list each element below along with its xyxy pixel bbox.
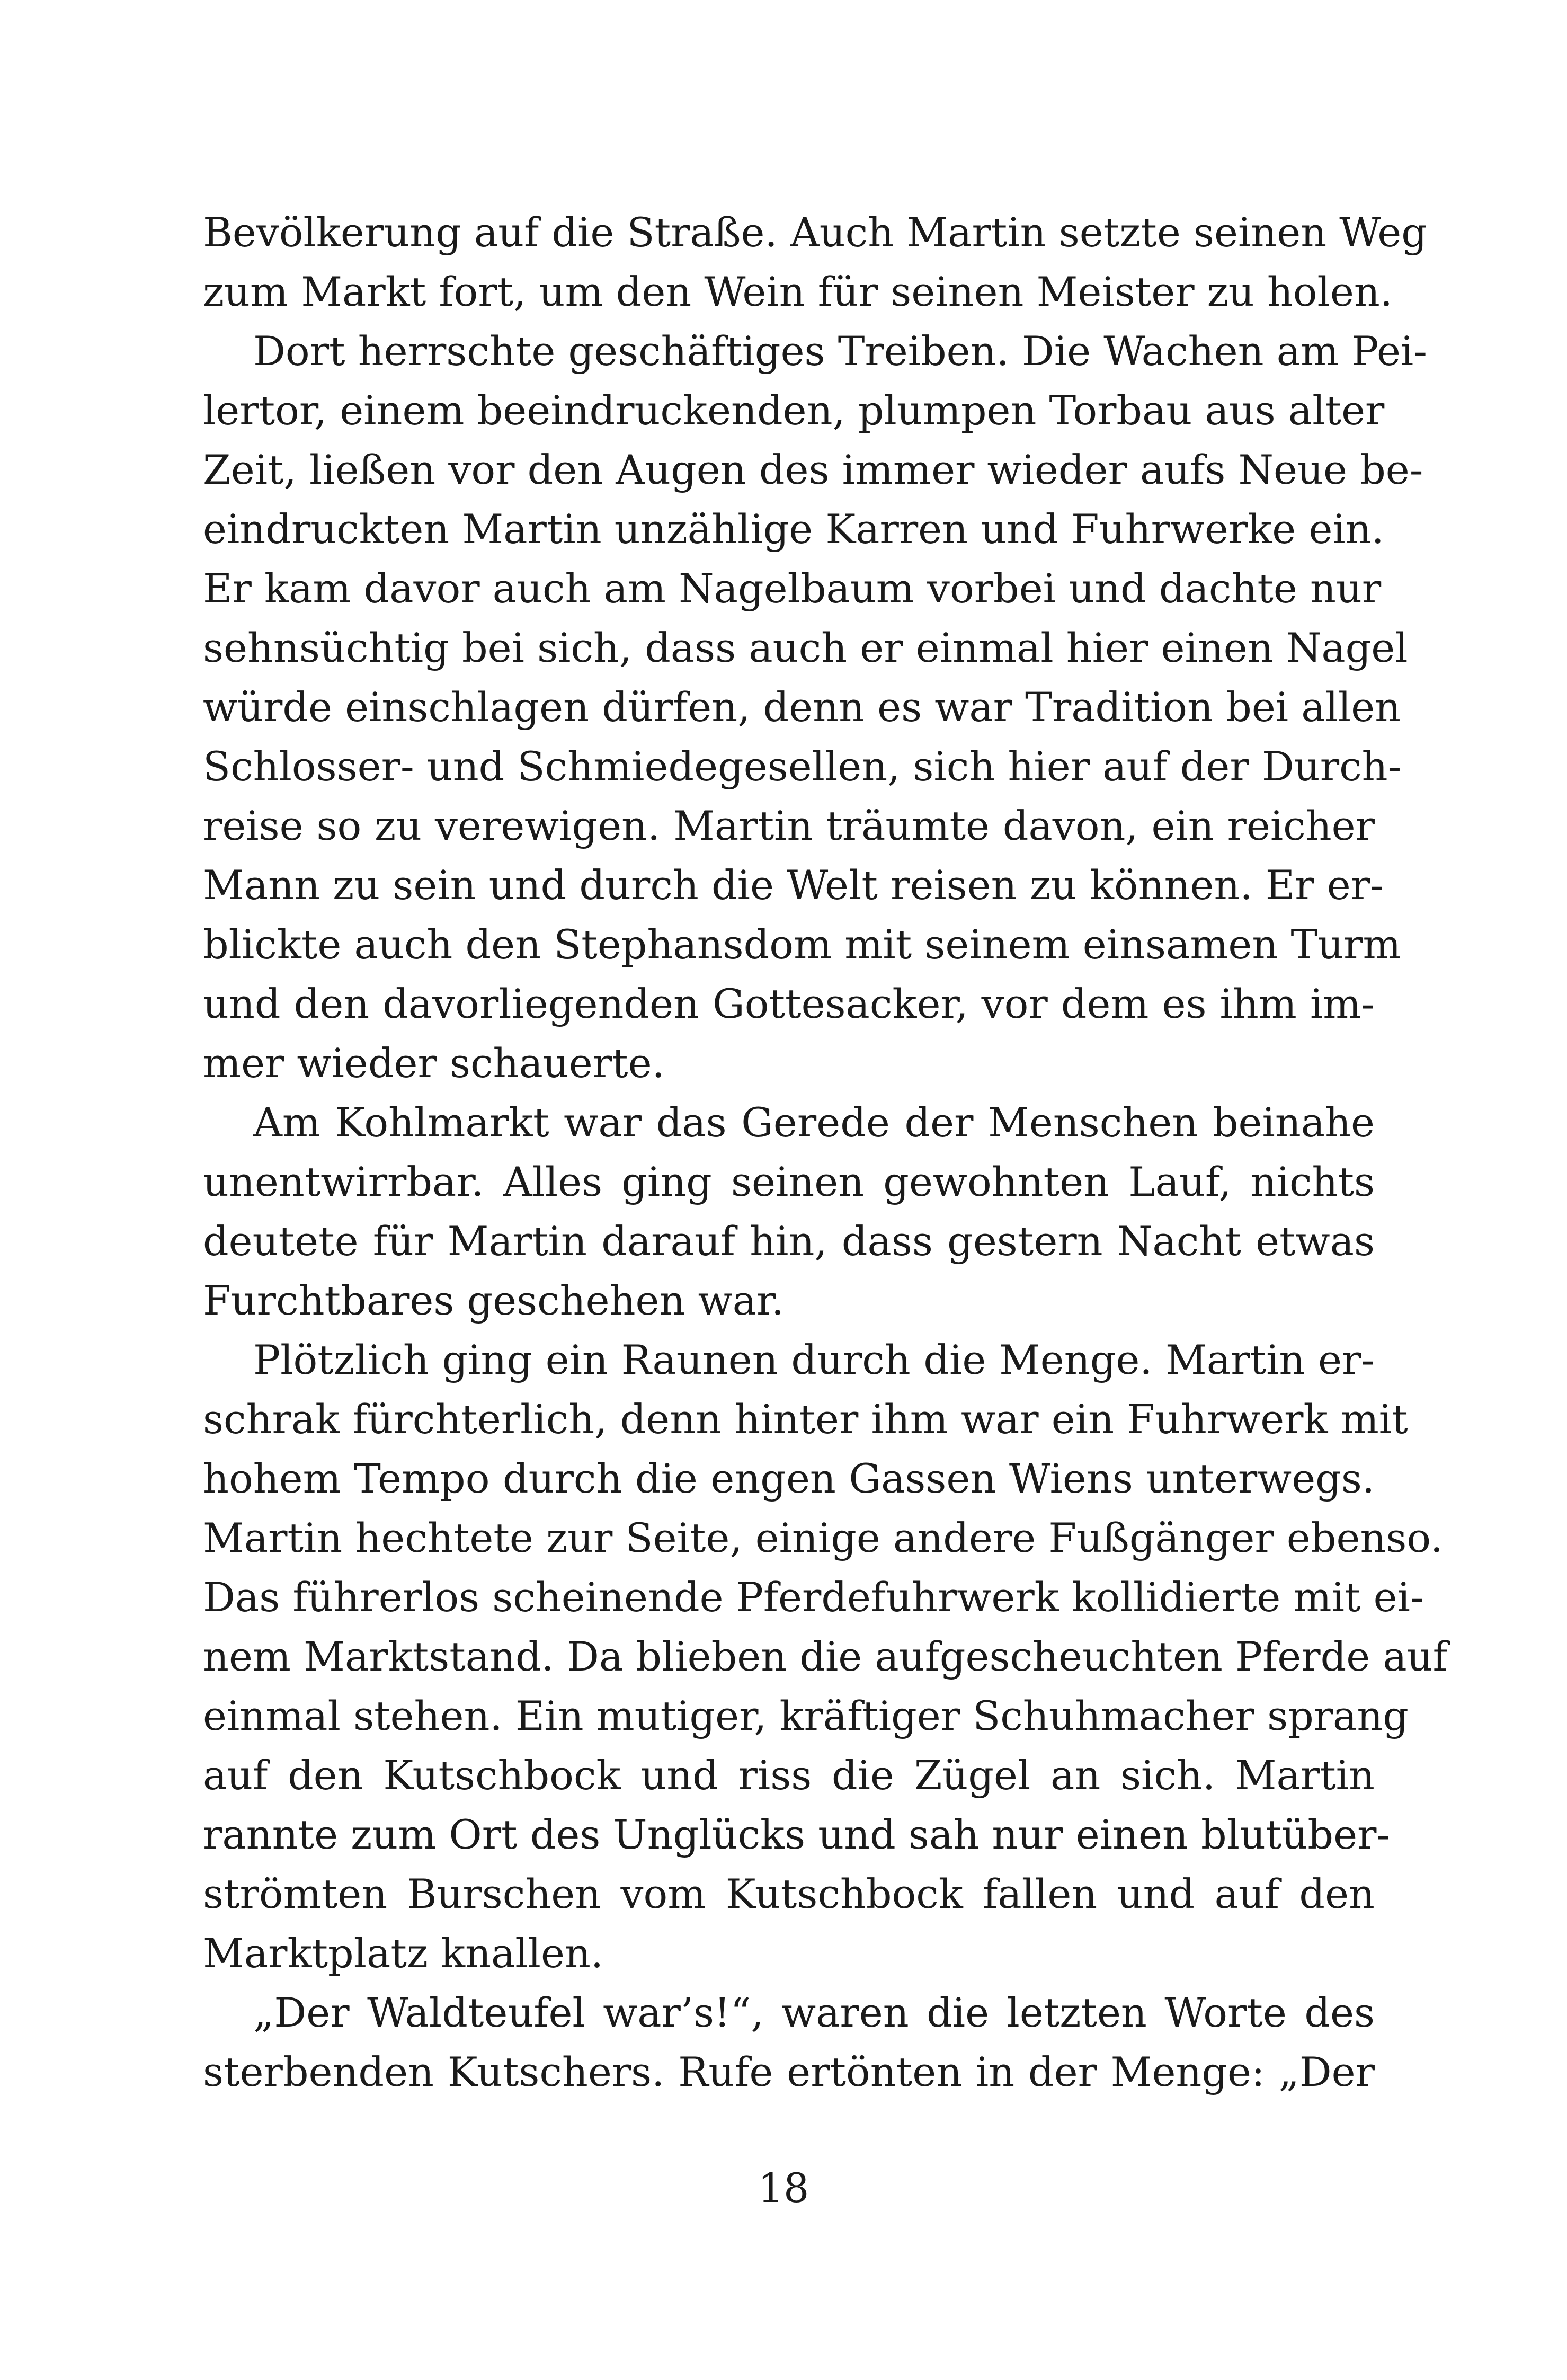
text-line: schrak fürchterlich, denn hinter ihm war ein Fuhrwerk mit: [203, 1396, 1408, 1443]
text-line: Martin hechtete zur Seite, einige andere Fußgänger ebenso.: [203, 1514, 1443, 1561]
text-line: deutete für Martin darauf hin, dass gestern Nacht etwas: [203, 1218, 1375, 1265]
text-line: und den davorliegenden Gottesacker, vor dem es ihm im-: [203, 980, 1375, 1027]
text-line: Plötzlich ging ein Raunen durch die Menge. Martin er-: [253, 1336, 1375, 1383]
text-line: strömten Burschen vom Kutschbock fallen und auf den: [203, 1870, 1375, 1917]
text-line: Dort herrschte geschäftiges Treiben. Die Wachen am Pei-: [253, 327, 1427, 375]
text-line: mer wieder schauerte.: [203, 1040, 665, 1087]
text-line: „Der Waldteufel war’s!“, waren die letzten Worte des: [253, 1989, 1375, 2036]
text-line: würde einschlagen dürfen, denn es war Tradition bei allen: [203, 683, 1401, 731]
page-number: 18: [758, 2164, 809, 2212]
text-line: blickte auch den Stephansdom mit seinem einsamen Turm: [203, 921, 1401, 968]
body-text: [203, 203, 1448, 2102]
text-line: Am Kohlmarkt war das Gerede der Menschen beinahe: [253, 1099, 1375, 1146]
text-line: reise so zu verewigen. Martin träumte davon, ein reicher: [203, 802, 1375, 849]
text-line: Marktplatz knallen.: [203, 1930, 604, 1977]
text-line: Das führerlos scheinende Pferdefuhrwerk kollidierte mit ei-: [203, 1574, 1424, 1621]
text-line: Zeit, ließen vor den Augen des immer wieder aufs Neue be-: [203, 446, 1423, 493]
text-line: hohem Tempo durch die engen Gassen Wiens unterwegs.: [203, 1455, 1375, 1502]
text-line: sterbenden Kutschers. Rufe ertönten in der Menge: „Der: [203, 2048, 1375, 2095]
text-line: nem Marktstand. Da blieben die aufgescheuchten Pferde auf: [203, 1633, 1448, 1680]
text-line: lertor, einem beeindruckenden, plumpen Torbau aus alter: [203, 387, 1385, 434]
text-line: rannte zum Ort des Unglücks und sah nur einen blutüber-: [203, 1811, 1391, 1858]
text-line: Furchtbares geschehen war.: [203, 1277, 785, 1324]
text-line: Er kam davor auch am Nagelbaum vorbei und dachte nur: [203, 565, 1382, 612]
text-line: zum Markt fort, um den Wein für seinen Meister zu holen.: [203, 268, 1393, 315]
text-line: auf den Kutschbock und riss die Zügel an sich. Martin: [203, 1752, 1375, 1799]
text-line: eindruckten Martin unzählige Karren und Fuhrwerke ein.: [203, 505, 1384, 553]
text-line: Bevölkerung auf die Straße. Auch Martin setzte seinen Weg: [203, 209, 1427, 256]
text-line: einmal stehen. Ein mutiger, kräftiger Schuhmacher sprang: [203, 1692, 1409, 1739]
text-line: Mann zu sein und durch die Welt reisen zu können. Er er-: [203, 862, 1384, 909]
text-line: Schlosser- und Schmiedegesellen, sich hier auf der Durch-: [203, 743, 1402, 790]
text-line: unentwirrbar. Alles ging seinen gewohnten Lauf, nichts: [203, 1158, 1375, 1205]
text-line: sehnsüchtig bei sich, dass auch er einmal hier einen Nagel: [203, 624, 1408, 671]
